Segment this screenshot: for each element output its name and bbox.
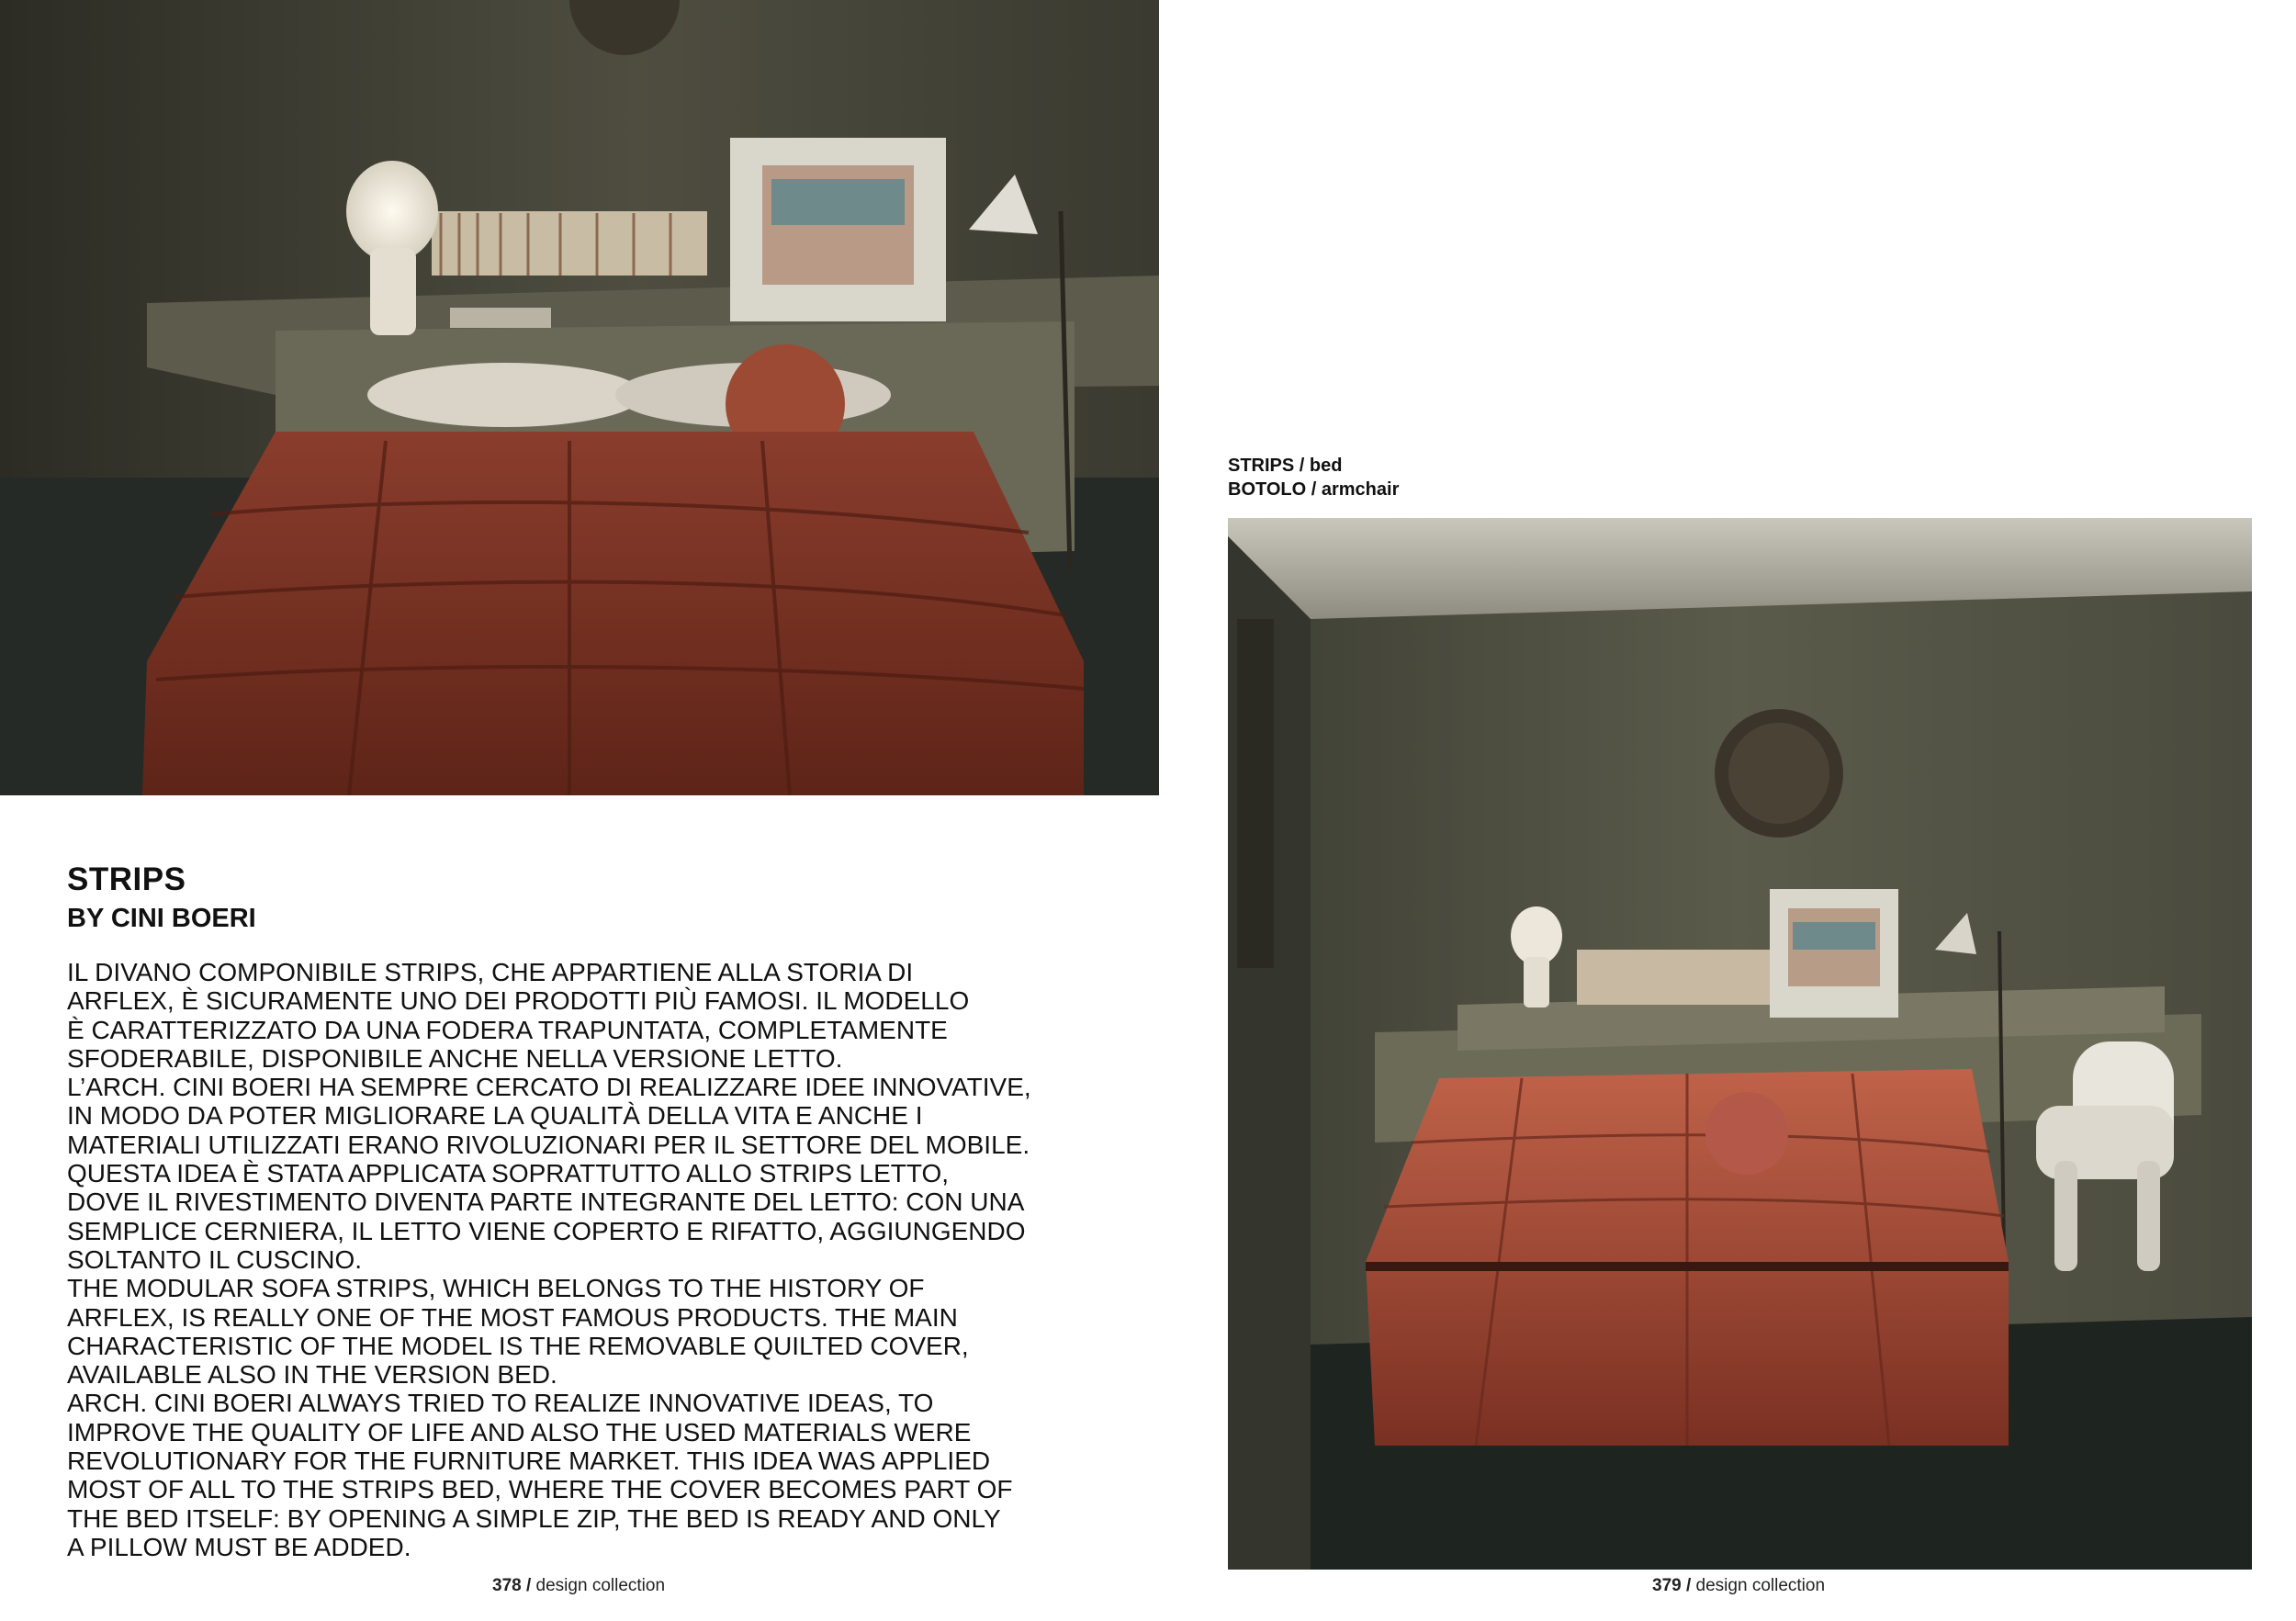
paragraph-en-2: ARCH. CINI BOERI ALWAYS TRIED TO REALIZE INNOVATIVE IDEAS, TO IMPROVE THE QUALITY OF LIFE AND ALSO THE USED MATERIALS WERE REVOLUTIONARY FOR THE FURNITURE MARKET. THIS IDEA WAS APPLIED MOST OF ALL TO THE STRIPS BED, WHERE THE COVER BECOMES PART OF THE BED ITSELF: BY OPENING A SIMPLE ZIP, THE BED IS READY AND ONLY A PILLOW MUST BE ADDED. [67,1389,1013,1561]
page-number-left: 378 / [492,1576,532,1595]
page-footer-left [492,1576,665,1596]
designer-subtitle: BY CINI BOERI [67,904,256,933]
paragraph-it-2: L’ARCH. CINI BOERI HA SEMPRE CERCATO DI REALIZZARE IDEE INNOVATIVE, IN MODO DA POTER MIGLIORARE LA QUALITÀ DELLA VITA E ANCHE I MATERIALI UTILIZZATI ERANO RIVOLUZIONARI PER IL SETTORE DEL MOBILE. QUESTA IDEA È STATA APPLICATA SOPRATTUTTO ALLO STRIPS LETTO, DOVE IL RIVESTIMENTO DIVENTA PARTE INTEGRANTE DEL LETTO: CON UNA SEMPLICE CERNIERA, IL LETTO VIENE COPERTO E RIFATTO, AGGIUNGENDO SOLTANTO IL CUSCINO. [67,1073,1031,1274]
paragraph-it-1: IL DIVANO COMPONIBILE STRIPS, CHE APPARTIENE ALLA STORIA DI ARFLEX, È SICURAMENTE UNO DEI PRODOTTI PIÙ FAMOSI. IL MODELLO È CARATTERIZZATO DA UNA FODERA TRAPUNTATA, COMPLETAMENTE SFODERABILE, DISPONIBILE ANCHE NELLA VERSIONE LETTO. [67,958,970,1073]
bedroom-photo-top [0,0,1159,795]
photo-caption [1228,454,1399,501]
paragraph-en-1: THE MODULAR SOFA STRIPS, WHICH BELONGS TO THE HISTORY OF ARFLEX, IS REALLY ONE OF THE MOST FAMOUS PRODUCTS. THE MAIN CHARACTERISTIC OF THE MODEL IS THE REMOVABLE QUILTED COVER, AVAILABLE ALSO IN THE VERSION BED. [67,1274,969,1390]
page-footer-right [1652,1576,1825,1596]
bedroom-photo-right [1228,518,2252,1570]
page-label-left: design collection [535,1576,666,1595]
product-title: STRIPS [67,861,186,897]
product-description [67,958,1096,1561]
caption-line-strips: STRIPS / bed [1228,456,1343,476]
caption-line-botolo: BOTOLO / armchair [1228,479,1400,500]
page-number-right: 379 / [1652,1576,1692,1595]
page-label-right: design collection [1695,1576,1826,1595]
